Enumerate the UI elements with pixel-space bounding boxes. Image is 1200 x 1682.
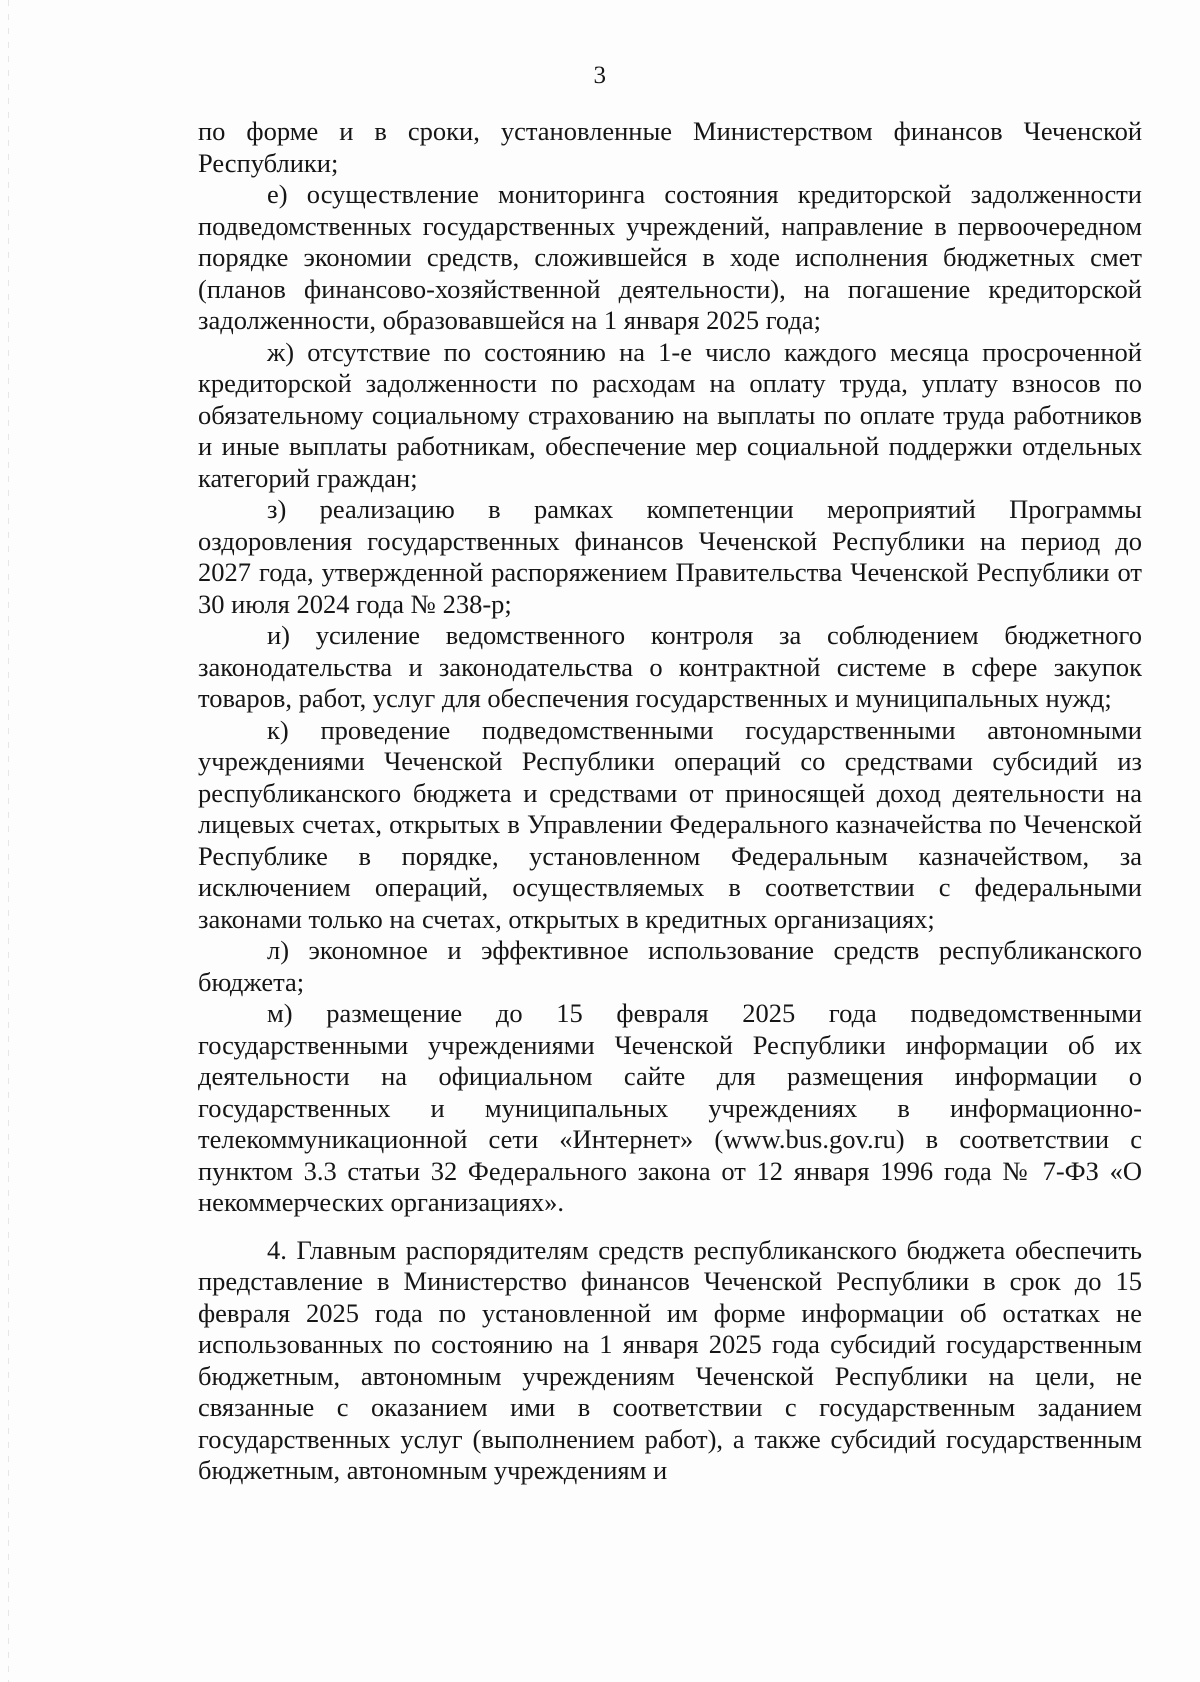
paragraph-item-i: и) усиление ведомственного контроля за соблюдением бюджетного законодательства и законодательства о контрактной системе в сфере закупок товаров, работ, услуг для обеспечения государственных и муниципальных нужд; — [198, 620, 1142, 713]
page-number: 3 — [593, 62, 607, 89]
paragraph-continuation: по форме и в сроки, установленные Министерством финансов Чеченской Республики; — [198, 116, 1142, 178]
paragraph-item-z: з) реализацию в рамках компетенции мероприятий Программы оздоровления государственных финансов Чеченской Республики на период до 2027 года, утвержденной распоряжением Правительства Чеченской Республики от 30 июля 2024 года № 238-р; — [198, 494, 1142, 619]
paragraph-item-e: е) осуществление мониторинга состояния кредиторской задолженности подведомственных государственных учреждений, направление в первоочередном порядке экономии средств, сложившейся в ходе исполнения бюджетных смет (планов финансово-хозяйственной деятельности), на погашение кредиторской задолженности, образовавшейся на 1 января 2025 года; — [198, 179, 1142, 335]
paragraph-item-zh: ж) отсутствие по состоянию на 1-е число каждого месяца просроченной кредиторской задолженности по расходам на оплату труда, уплату взносов по обязательному социальному страхованию на выплаты по оплате труда работников и иные выплаты работникам, обеспечение мер социальной поддержки отдельных категорий граждан; — [198, 336, 1142, 493]
document-body — [198, 116, 1142, 1487]
paragraph-item-k: к) проведение подведомственными государственными автономными учреждениями Чеченской Республики операций со средствами субсидий из республиканского бюджета и средствами от приносящей доход деятельности на лицевых счетах, открытых в Управлении Федерального казначейства по Чеченской Республике в порядке, установленном Федеральным казначейством, за исключением операций, осуществляемых в соответствии с федеральными законами только на счетах, открытых в кредитных организациях; — [198, 714, 1142, 934]
paragraph-item-m: м) размещение до 15 февраля 2025 года подведомственными государственными учреждениями Чеченской Республики информации об их деятельности на официальном сайте для размещения информации о государственных и муниципальных учреждениях в информационно-телекоммуникационной сети «Интернет» (www.bus.gov.ru) в соответствии с пунктом 3.3 статьи 32 Федерального закона от 12 января 1996 года № 7-ФЗ «О некоммерческих организациях». — [198, 998, 1142, 1217]
paragraph-item-l: л) экономное и эффективное использование средств республиканского бюджета; — [198, 935, 1142, 997]
scan-edge-mark — [8, 0, 9, 1682]
paragraph-section-4: 4. Главным распорядителям средств республиканского бюджета обеспечить представление в Министерство финансов Чеченской Республики в срок до 15 февраля 2025 года по установленной им форме информации об остатках не использованных по состоянию на 1 января 2025 года субсидий государственным бюджетным, автономным учреждениям Чеченской Республики на цели, не связанные с оказанием ими в соответствии с государственным заданием государственных услуг (выполнением работ), а также субсидий государственным бюджетным, автономным учреждениям и — [198, 1234, 1142, 1485]
